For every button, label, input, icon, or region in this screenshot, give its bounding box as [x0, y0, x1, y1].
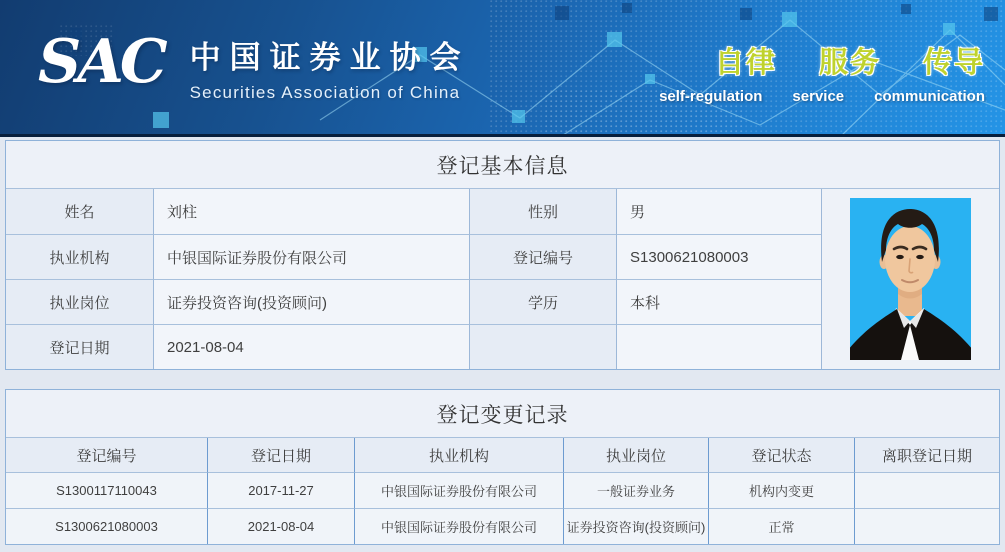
gender-label: 性别: [469, 189, 616, 234]
reg-date-value: 2021-08-04: [153, 324, 469, 369]
position-value: 证券投资咨询(投资顾问): [153, 279, 469, 324]
record-cell-org: 中银国际证券股份有限公司: [354, 472, 563, 508]
col-header-org: 执业机构: [354, 438, 563, 472]
record-cell-status: 机构内变更: [708, 472, 854, 508]
record-cell-status: 正常: [708, 508, 854, 544]
record-cell-org: 中银国际证券股份有限公司: [354, 508, 563, 544]
change-records-title: 登记变更记录: [6, 390, 999, 438]
slogan-block: [659, 40, 985, 105]
photo-cell: [821, 189, 999, 369]
section-gap: [5, 370, 1000, 389]
record-cell-reg-date: 2021-08-04: [207, 508, 354, 544]
slogan-en-service: service: [792, 88, 845, 105]
gender-value: 男: [616, 189, 821, 234]
col-header-reg-no: 登记编号: [6, 438, 207, 472]
empty-value: [616, 324, 821, 369]
education-value: 本科: [616, 279, 821, 324]
slogan-en-communication: communication: [874, 88, 985, 105]
record-cell-reg-no: S1300117110043: [6, 472, 207, 508]
main-content: [0, 137, 1005, 545]
slogan-zh-communication: 传导: [922, 47, 985, 79]
col-header-reg-date: 登记日期: [207, 438, 354, 472]
record-cell-leave-date: [854, 508, 999, 544]
basic-info-title: 登记基本信息: [6, 141, 999, 189]
name-value: 刘柱: [153, 189, 469, 234]
reg-no-value: S1300621080003: [616, 234, 821, 279]
site-header: [0, 0, 1005, 137]
sac-logo: SAC: [38, 27, 164, 97]
col-header-position: 执业岗位: [563, 438, 708, 472]
slogan-zh-self-regulation: 自律: [714, 47, 777, 79]
empty-label: [469, 324, 616, 369]
change-records-table: [6, 438, 999, 544]
position-label: 执业岗位: [6, 279, 153, 324]
slogan-zh-service: 服务: [818, 47, 881, 79]
basic-info-table: [6, 189, 999, 369]
change-records-section: [5, 389, 1000, 545]
reg-no-label: 登记编号: [469, 234, 616, 279]
basic-info-section: [5, 140, 1000, 370]
slogan-en-self-regulation: self-regulation: [659, 88, 763, 105]
record-cell-reg-no: S1300621080003: [6, 508, 207, 544]
reg-date-label: 登记日期: [6, 324, 153, 369]
record-cell-leave-date: [854, 472, 999, 508]
record-cell-position: 证券投资咨询(投资顾问): [563, 508, 708, 544]
org-label: 执业机构: [6, 234, 153, 279]
name-label: 姓名: [6, 189, 153, 234]
col-header-leave-date: 离职登记日期: [854, 438, 999, 472]
org-name-en: Securities Association of China: [189, 83, 461, 102]
id-photo: [850, 198, 971, 360]
org-value: 中银国际证券股份有限公司: [153, 234, 469, 279]
org-name-zh: 中国证券业协会: [189, 40, 470, 75]
record-cell-reg-date: 2017-11-27: [207, 472, 354, 508]
col-header-status: 登记状态: [708, 438, 854, 472]
brand-block: [38, 26, 470, 103]
education-label: 学历: [469, 279, 616, 324]
record-cell-position: 一般证券业务: [563, 472, 708, 508]
